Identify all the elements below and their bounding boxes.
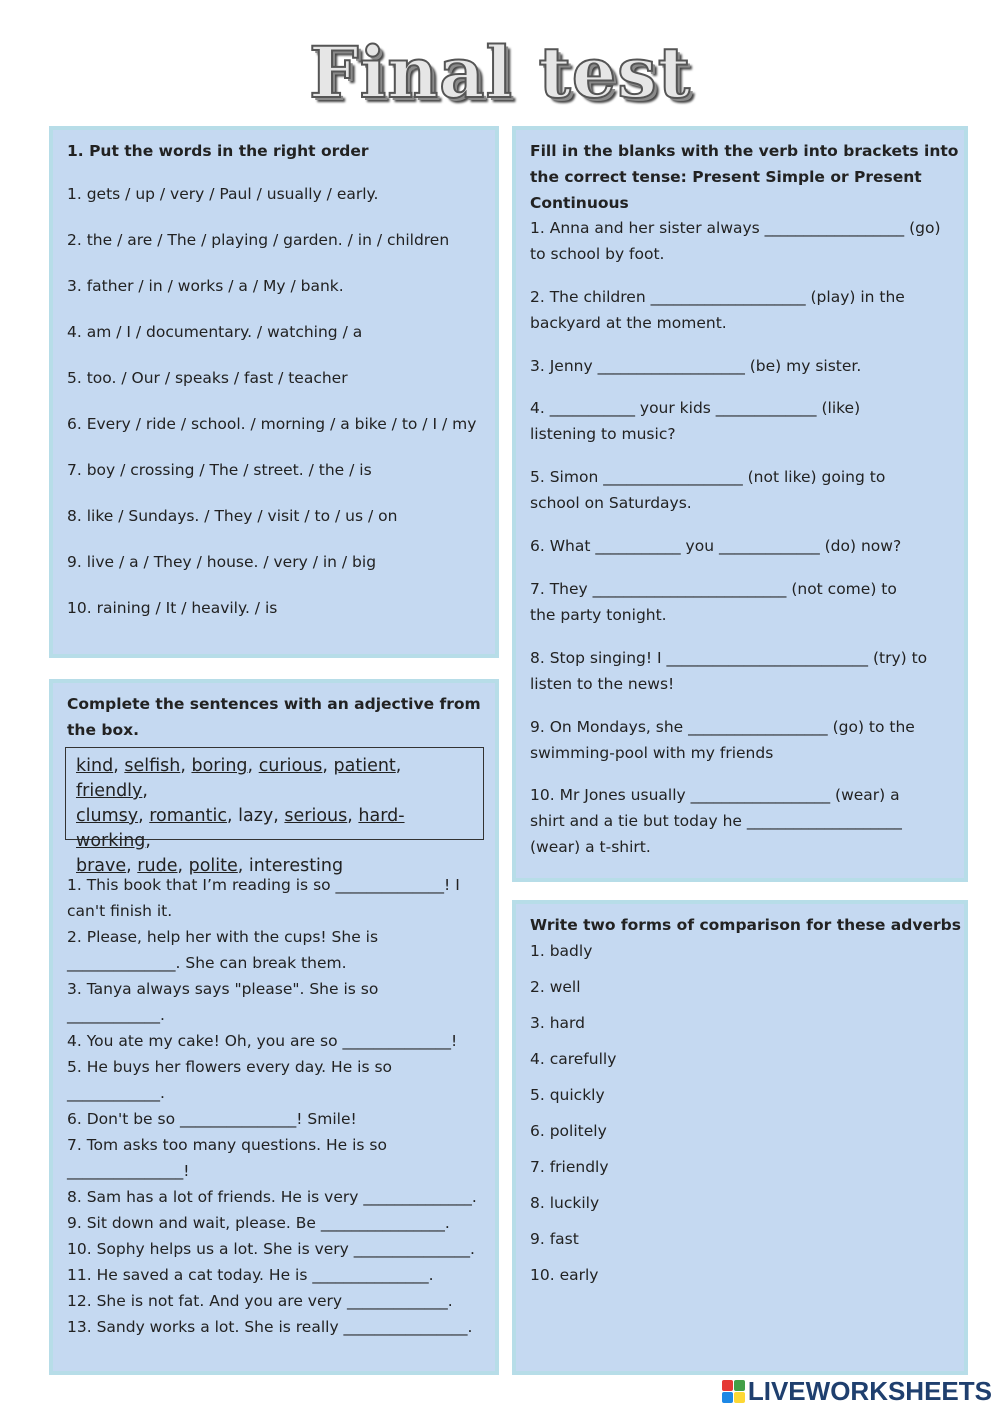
exercise-line: 7. They _________________________ (not come) to	[530, 580, 897, 598]
word-option: interesting	[248, 856, 344, 876]
adjectives-panel	[49, 679, 499, 1375]
word-option: curious	[258, 756, 323, 776]
exercise-item: 10. early	[530, 1266, 599, 1284]
word-option: boring	[191, 756, 248, 776]
exercise-line: 4. ___________ your kids _____________ (like)	[530, 399, 861, 417]
exercise-line: backyard at the moment.	[530, 314, 727, 332]
exercise-line: can't finish it.	[67, 902, 173, 920]
exercise-line: 9. On Mondays, she __________________ (go) to the	[530, 718, 915, 736]
word-option: clumsy	[76, 806, 139, 826]
exercise-item: 9. fast	[530, 1230, 579, 1248]
word-option: selfish	[124, 756, 181, 776]
exercise-item: 5. too. / Our / speaks / fast / teacher	[67, 369, 348, 387]
exercise-line: ____________.	[67, 1084, 165, 1102]
logo-mark-icon	[722, 1380, 745, 1403]
exercise-line: to school by foot.	[530, 245, 665, 263]
exercise-line: 9. Sit down and wait, please. Be ________________.	[67, 1214, 450, 1232]
comparison-panel	[512, 900, 968, 1375]
exercise-line: ______________. She can break them.	[67, 954, 347, 972]
exercise-line: _______________!	[67, 1162, 190, 1180]
exercise-line: 10. Sophy helps us a lot. She is very _______________.	[67, 1240, 475, 1258]
word-option: lazy	[238, 806, 274, 826]
word-option: polite	[188, 856, 238, 876]
exercise-line: 11. He saved a cat today. He is _______________.	[67, 1266, 434, 1284]
exercise-item: 2. well	[530, 978, 581, 996]
exercise-item: 3. father / in / works / a / My / bank.	[67, 277, 344, 295]
exercise-line: 2. The children ____________________ (play) in the	[530, 288, 905, 306]
exercise-line: 13. Sandy works a lot. She is really ________________.	[67, 1318, 473, 1336]
section-heading: Fill in the blanks with the verb into brackets into the correct tense: Present Simple or Present Continuous	[530, 142, 959, 212]
exercise-item: 8. like / Sundays. / They / visit / to / us / on	[67, 507, 398, 525]
exercise-item: 1. gets / up / very / Paul / usually / early.	[67, 185, 379, 203]
exercise-line: 6. Don't be so _______________! Smile!	[67, 1110, 357, 1128]
exercise-line: swimming-pool with my friends	[530, 744, 774, 762]
section-heading: Complete the sentences with an adjective from the box.	[67, 695, 481, 739]
exercise-line: listening to music?	[530, 425, 676, 443]
word-box: kind, selfish, boring, curious, patient, friendly, clumsy, romantic, lazy, serious, hard-working, brave, rude, polite, interesting	[65, 747, 484, 840]
section-heading: 1. Put the words in the right order	[67, 142, 369, 160]
verb-tense-panel	[512, 126, 968, 882]
page-title: Final test	[308, 31, 692, 114]
word-option: friendly	[76, 781, 143, 801]
exercise-item: 4. am / I / documentary. / watching / a	[67, 323, 363, 341]
exercise-item: 8. luckily	[530, 1194, 600, 1212]
exercise-line: 5. He buys her flowers every day. He is so	[67, 1058, 393, 1076]
exercise-line: the party tonight.	[530, 606, 667, 624]
exercise-line: 2. Please, help her with the cups! She is	[67, 928, 379, 946]
section-heading: Write two forms of comparison for these adverbs	[530, 916, 961, 934]
exercise-line: 5. Simon __________________ (not like) going to	[530, 468, 886, 486]
exercise-line: 8. Sam has a lot of friends. He is very ______________.	[67, 1188, 477, 1206]
exercise-line: 1. This book that I’m reading is so ______________! I	[67, 876, 460, 894]
logo-text: LIVEWORKSHEETS	[747, 1376, 992, 1406]
word-option: serious	[284, 806, 348, 826]
exercise-item: 7. friendly	[530, 1158, 609, 1176]
exercise-item: 6. politely	[530, 1122, 607, 1140]
word-option: romantic	[149, 806, 227, 826]
exercise-line: (wear) a t-shirt.	[530, 838, 651, 856]
word-option: rude	[137, 856, 178, 876]
exercise-line: 6. What ___________ you _____________ (do) now?	[530, 537, 902, 555]
exercise-line: 10. Mr Jones usually __________________ (wear) a	[530, 786, 900, 804]
word-option: kind	[76, 756, 114, 776]
exercise-line: 3. Jenny ___________________ (be) my sister.	[530, 357, 862, 375]
exercise-line: listen to the news!	[530, 675, 675, 693]
exercise-line: 12. She is not fat. And you are very _____________.	[67, 1292, 453, 1310]
exercise-line: 3. Tanya always says "please". She is so	[67, 980, 379, 998]
exercise-item: 1. badly	[530, 942, 593, 960]
exercise-line: school on Saturdays.	[530, 494, 692, 512]
exercise-line: shirt and a tie but today he ____________________	[530, 812, 902, 830]
exercise-item: 3. hard	[530, 1014, 585, 1032]
word-order-panel	[49, 126, 499, 658]
liveworksheets-logo[interactable]	[722, 1376, 992, 1407]
exercise-item: 2. the / are / The / playing / garden. / in / children	[67, 231, 450, 249]
exercise-item: 5. quickly	[530, 1086, 605, 1104]
exercise-item: 9. live / a / They / house. / very / in / big	[67, 553, 377, 571]
exercise-item: 6. Every / ride / school. / morning / a bike / to / I / my	[67, 415, 477, 433]
exercise-line: ____________.	[67, 1006, 165, 1024]
exercise-item: 4. carefully	[530, 1050, 617, 1068]
word-option: brave	[76, 856, 127, 876]
exercise-line: 4. You ate my cake! Oh, you are so ______________!	[67, 1032, 458, 1050]
exercise-item: 7. boy / crossing / The / street. / the / is	[67, 461, 372, 479]
exercise-line: 1. Anna and her sister always __________________ (go)	[530, 219, 941, 237]
exercise-item: 10. raining / It / heavily. / is	[67, 599, 278, 617]
word-option: hard-working	[76, 806, 405, 851]
word-option: patient	[333, 756, 396, 776]
exercise-line: 8. Stop singing! I __________________________ (try) to	[530, 649, 928, 667]
exercise-line: 7. Tom asks too many questions. He is so	[67, 1136, 387, 1154]
